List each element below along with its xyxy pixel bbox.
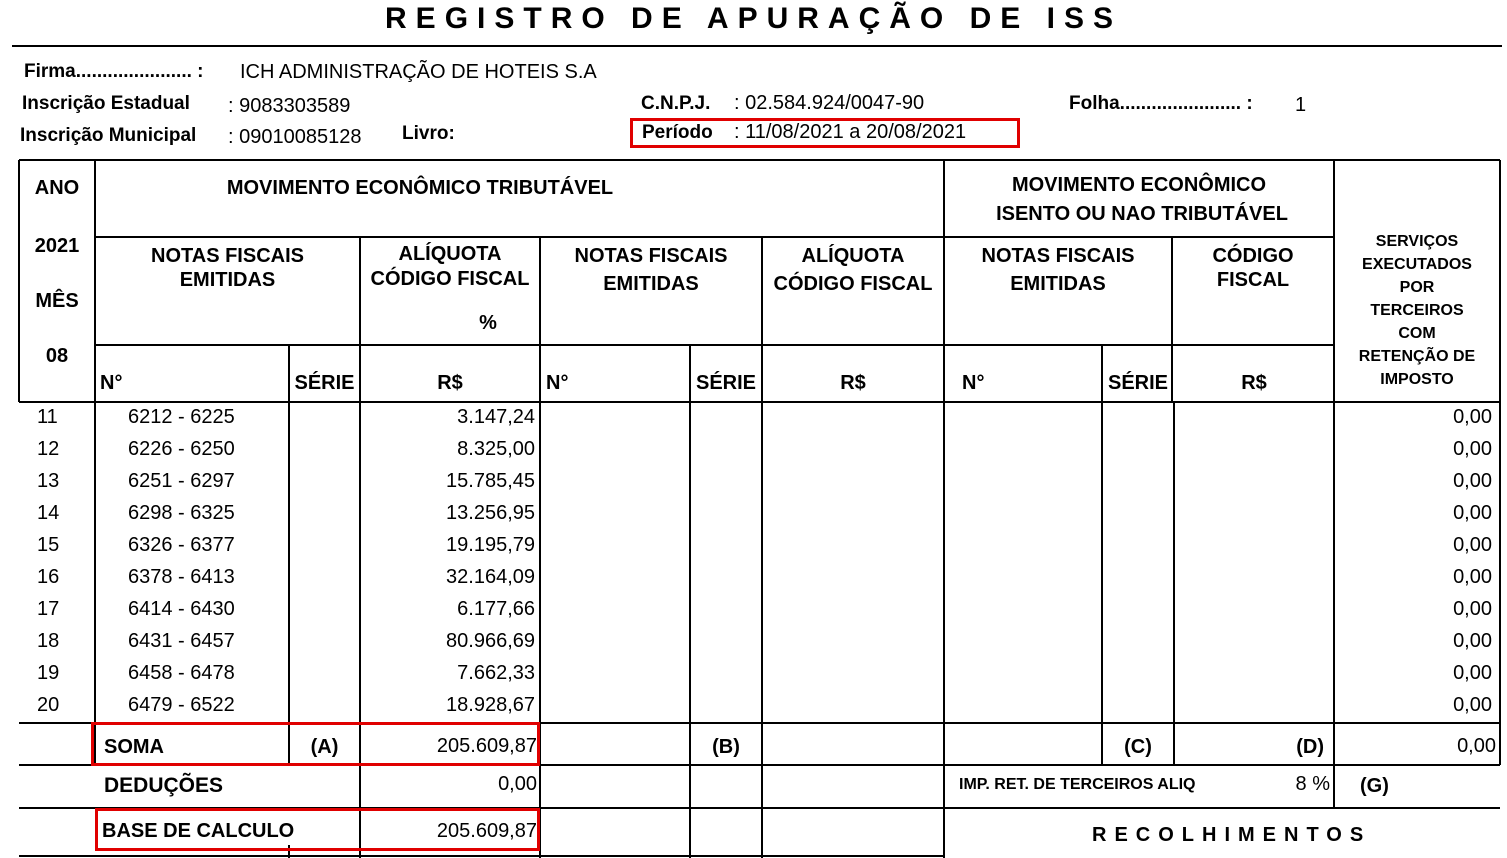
nf-emitidas-header-b2: EMITIDAS bbox=[603, 273, 699, 295]
row-notas-range: 6479 - 6522 bbox=[128, 694, 235, 716]
deducoes-value: 0,00 bbox=[498, 773, 537, 795]
servicos-header-line: IMPOSTO bbox=[1380, 371, 1454, 388]
aliquota-header-2: CÓDIGO FISCAL bbox=[370, 268, 530, 290]
servicos-header-line: COM bbox=[1398, 325, 1436, 342]
recolhimentos-heading: RECOLHIMENTOS bbox=[1092, 824, 1372, 846]
deducoes-label: DEDUÇÕES bbox=[104, 774, 224, 797]
cnpj-value: : 02.584.924/0047-90 bbox=[734, 92, 925, 114]
row-valor: 7.662,33 bbox=[457, 662, 535, 684]
page-title: REGISTRO DE APURAÇÃO DE ISS bbox=[385, 2, 1122, 35]
row-notas-range: 6326 - 6377 bbox=[128, 534, 235, 556]
servicos-header-line: POR bbox=[1399, 279, 1435, 296]
nf-emitidas-header-c1: NOTAS FISCAIS bbox=[981, 245, 1135, 267]
imp-ret-label: IMP. RET. DE TERCEIROS ALIQ bbox=[959, 776, 1196, 793]
inscricao-municipal-value: : 09010085128 bbox=[228, 126, 362, 148]
mes-header: MÊS bbox=[35, 290, 79, 312]
row-valor: 32.164,09 bbox=[446, 566, 535, 588]
periodo-label: Período bbox=[642, 122, 713, 143]
row-servicos: 0,00 bbox=[1453, 566, 1492, 588]
inscricao-estadual-label: Inscrição Estadual bbox=[22, 93, 190, 114]
mov-tributavel-header: MOVIMENTO ECONÔMICO TRIBUTÁVEL bbox=[226, 177, 614, 199]
servicos-total: 0,00 bbox=[1457, 735, 1496, 757]
row-notas-range: 6226 - 6250 bbox=[128, 438, 235, 460]
ano-header: ANO bbox=[34, 177, 80, 199]
row-notas-range: 6431 - 6457 bbox=[128, 630, 235, 652]
soma-highlight bbox=[91, 722, 540, 766]
inscricao-estadual-value: : 9083303589 bbox=[228, 95, 351, 117]
codigo-header-2: FISCAL bbox=[1216, 269, 1290, 291]
imp-ret-value: 8 % bbox=[1295, 773, 1330, 795]
nf-emitidas-header-1: NOTAS FISCAIS bbox=[151, 245, 304, 267]
mes-value: 08 bbox=[45, 345, 69, 367]
base-calculo-value: 205.609,87 bbox=[436, 820, 537, 842]
row-day: 20 bbox=[37, 694, 60, 716]
row-day: 17 bbox=[37, 598, 60, 620]
servicos-header-line: TERCEIROS bbox=[1370, 302, 1464, 319]
no-header-b: N° bbox=[546, 372, 569, 394]
nf-emitidas-header-2: EMITIDAS bbox=[179, 269, 276, 291]
row-notas-range: 6458 - 6478 bbox=[128, 662, 235, 684]
ano-value: 2021 bbox=[34, 235, 80, 257]
periodo-value: : 11/08/2021 a 20/08/2021 bbox=[734, 121, 967, 143]
no-header-a: N° bbox=[100, 372, 123, 394]
folha-label: Folha....................... : bbox=[1069, 93, 1253, 114]
serie-header-c: SÉRIE bbox=[1107, 372, 1169, 394]
servicos-header-line: RETENÇÃO DE bbox=[1358, 348, 1476, 365]
soma-label: SOMA bbox=[104, 736, 164, 758]
row-servicos: 0,00 bbox=[1453, 438, 1492, 460]
nf-emitidas-header-b1: NOTAS FISCAIS bbox=[574, 245, 728, 267]
aliquota-header-b1: ALÍQUOTA bbox=[801, 245, 905, 267]
row-notas-range: 6251 - 6297 bbox=[128, 470, 235, 492]
row-notas-range: 6378 - 6413 bbox=[128, 566, 235, 588]
livro-label: Livro: bbox=[402, 123, 455, 144]
mov-isento-header-1: MOVIMENTO ECONÔMICO bbox=[1011, 174, 1267, 196]
row-valor: 18.928,67 bbox=[446, 694, 535, 716]
servicos-header-line: EXECUTADOS bbox=[1362, 256, 1472, 273]
soma-d-marker: (D) bbox=[1296, 736, 1324, 758]
serie-header-a: SÉRIE bbox=[294, 372, 355, 394]
row-day: 16 bbox=[37, 566, 60, 588]
servicos-header-line: SERVIÇOS bbox=[1375, 233, 1459, 250]
no-header-c: N° bbox=[962, 372, 985, 394]
soma-a-marker: (A) bbox=[310, 736, 339, 758]
row-notas-range: 6212 - 6225 bbox=[128, 406, 235, 428]
rs-header-a: R$ bbox=[437, 372, 463, 394]
row-servicos: 0,00 bbox=[1453, 502, 1492, 524]
row-valor: 8.325,00 bbox=[457, 438, 535, 460]
aliquota-header-b2: CÓDIGO FISCAL bbox=[773, 273, 933, 295]
row-servicos: 0,00 bbox=[1453, 470, 1492, 492]
row-valor: 19.195,79 bbox=[446, 534, 535, 556]
row-servicos: 0,00 bbox=[1453, 534, 1492, 556]
row-day: 11 bbox=[37, 406, 58, 428]
codigo-header-1: CÓDIGO bbox=[1212, 245, 1294, 267]
row-valor: 3.147,24 bbox=[457, 406, 535, 428]
row-valor: 13.256,95 bbox=[446, 502, 535, 524]
row-valor: 80.966,69 bbox=[446, 630, 535, 652]
row-day: 19 bbox=[37, 662, 60, 684]
base-calculo-label: BASE DE CALCULO bbox=[102, 820, 295, 842]
row-day: 12 bbox=[37, 438, 60, 460]
row-notas-range: 6414 - 6430 bbox=[128, 598, 235, 620]
row-day: 14 bbox=[37, 502, 60, 524]
serie-header-b: SÉRIE bbox=[695, 372, 757, 394]
rs-header-c: R$ bbox=[1241, 372, 1267, 394]
folha-value: 1 bbox=[1295, 94, 1307, 116]
row-day: 13 bbox=[37, 470, 60, 492]
row-valor: 6.177,66 bbox=[457, 598, 535, 620]
row-servicos: 0,00 bbox=[1453, 598, 1492, 620]
row-day: 15 bbox=[37, 534, 60, 556]
cnpj-label: C.N.P.J. bbox=[641, 93, 711, 114]
nf-emitidas-header-c2: EMITIDAS bbox=[1010, 273, 1106, 295]
row-servicos: 0,00 bbox=[1453, 662, 1492, 684]
row-notas-range: 6298 - 6325 bbox=[128, 502, 235, 524]
aliquota-header-1: ALÍQUOTA bbox=[398, 243, 502, 265]
servicos-header bbox=[1334, 230, 1500, 391]
mov-isento-header-2: ISENTO OU NAO TRIBUTÁVEL bbox=[996, 203, 1288, 225]
rs-header-b: R$ bbox=[840, 372, 866, 394]
row-servicos: 0,00 bbox=[1453, 406, 1492, 428]
g-marker: (G) bbox=[1360, 775, 1389, 797]
inscricao-municipal-label: Inscrição Municipal bbox=[20, 125, 197, 146]
row-servicos: 0,00 bbox=[1453, 694, 1492, 716]
soma-value: 205.609,87 bbox=[436, 735, 537, 757]
firma-label: Firma...................... : bbox=[24, 61, 204, 82]
soma-b-marker: (B) bbox=[712, 736, 740, 758]
base-calculo-highlight bbox=[95, 808, 540, 851]
percent-header: % bbox=[479, 312, 497, 334]
row-valor: 15.785,45 bbox=[446, 470, 535, 492]
firma-value: ICH ADMINISTRAÇÃO DE HOTEIS S.A bbox=[240, 61, 597, 83]
row-day: 18 bbox=[37, 630, 60, 652]
row-servicos: 0,00 bbox=[1453, 630, 1492, 652]
soma-c-marker: (C) bbox=[1124, 736, 1152, 758]
